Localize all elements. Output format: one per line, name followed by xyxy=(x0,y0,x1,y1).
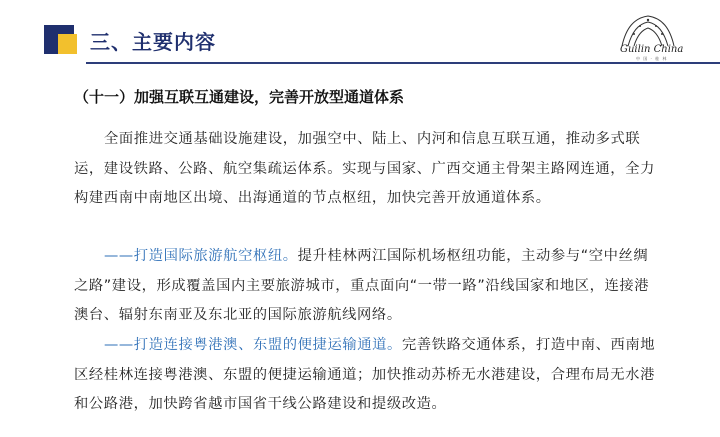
header-divider xyxy=(86,62,720,64)
paragraph-2-text: 提升桂林两江国际机场枢纽功能，主动参与“空中丝绸之路”建设，形成覆盖国内主要旅游城市，重点面向“一带一路”沿线国家和地区，连接港澳台、辐射东南亚及东北亚的国际旅游航线网络。 xyxy=(74,248,650,324)
paragraph-2 xyxy=(74,242,662,331)
paragraph-3-highlight: ——打造连接粤港澳、东盟的便捷运输通道。 xyxy=(104,337,402,353)
page-title: 三、主要内容 xyxy=(90,30,216,54)
paragraph-3-text: 完善铁路交通体系，打造中南、西南地区经桂林连接粤港澳、东盟的便捷运输通道；加快推动苏桥无水港建设，合理布局无水港和公路港，加快跨省越市国省干线公路建设和提级改造。 xyxy=(74,337,656,413)
paragraph-1 xyxy=(74,125,662,214)
paragraph-3 xyxy=(74,331,662,420)
paragraph-1-text: 全面推进交通基础设施建设，加强空中、陆上、内河和信息互联互通，推动多式联运，建设铁路、公路、航空集疏运体系。实现与国家、广西交通主骨架主路网连通，全力构建西南中南地区出境、出海通道的节点枢纽，加快完善开放通道体系。 xyxy=(74,131,655,207)
header-square-yellow xyxy=(58,34,77,54)
paragraph-2-highlight: ——打造国际旅游航空枢纽。 xyxy=(104,248,298,264)
logo-subtext: 中 国 · 桂 林 xyxy=(636,56,668,61)
section-title: （十一）加强互联互通建设，完善开放型通道体系 xyxy=(74,88,405,106)
logo-text: Guilin China xyxy=(620,44,684,55)
